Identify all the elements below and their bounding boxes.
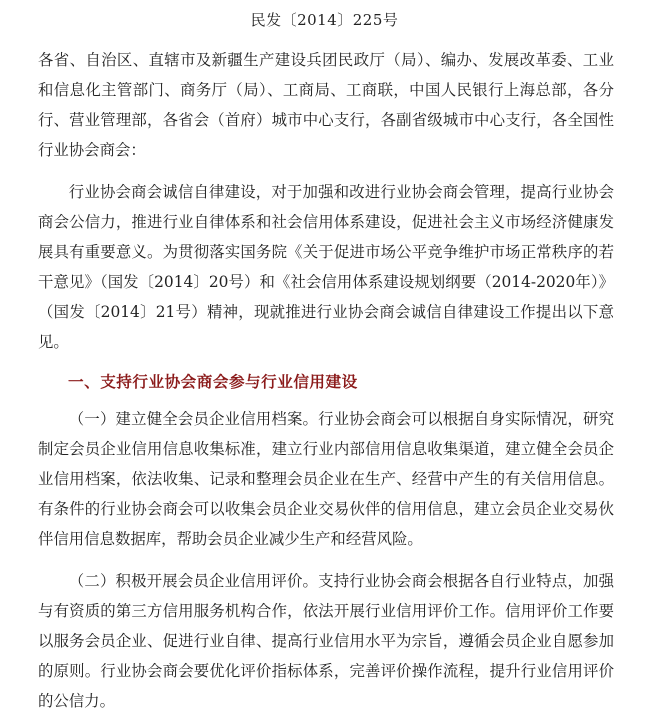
section1-paragraph-2: （二）积极开展会员企业信用评价。支持行业协会商会根据各自行业特点，加强与有资质的第三方信用服务机构合作，依法开展行业信用评价工作。信用评价工作要以服务会员企业、促进行业自律、提高行业信用水平为宗旨，遵循会员企业自愿参加的原则。行业协会商会要优化评价指标体系，完善评价操作流程，提升行业信用评价的公信力。 bbox=[38, 572, 614, 710]
document-number: 民发〔2014〕225号 bbox=[250, 11, 399, 29]
addressee-paragraph: 各省、自治区、直辖市及新疆生产建设兵团民政厅（局）、编办、发展改革委、工业和信息化主管部门、商务厅（局）、工商局、工商联，中国人民银行上海总部，各分行、营业管理部，各省会（首府）城市中心支行，各副省级城市中心支行，各全国性行业协会商会： bbox=[38, 51, 614, 159]
section-heading-1: 一、支持行业协会商会参与行业信用建设 bbox=[68, 372, 358, 391]
intro-paragraph: 行业协会商会诚信自律建设，对于加强和改进行业协会商会管理，提高行业协会商会公信力，推进行业自律体系和社会信用体系建设，促进社会主义市场经济健康发展具有重要意义。为贯彻落实国务院《关于促进市场公平竞争维护市场正常秩序的若干意见》（国发〔2014〕20号）和《社会信用体系建设规划纲要（2014-2020年）》（国发〔2014〕21号）精神，现就推进行业协会商会诚信自律建设工作提出以下意见。 bbox=[38, 183, 614, 351]
section1-paragraph-1: （一）建立健全会员企业信用档案。行业协会商会可以根据自身实际情况，研究制定会员企业信用信息收集标准，建立行业内部信用信息收集渠道，建立健全会员企业信用档案，依法收集、记录和整理会员企业在生产、经营中产生的有关信用信息。有条件的行业协会商会可以收集会员企业交易伙伴的信用信息，建立会员企业交易伙伴信用信息数据库，帮助会员企业减少生产和经营风险。 bbox=[38, 410, 614, 548]
